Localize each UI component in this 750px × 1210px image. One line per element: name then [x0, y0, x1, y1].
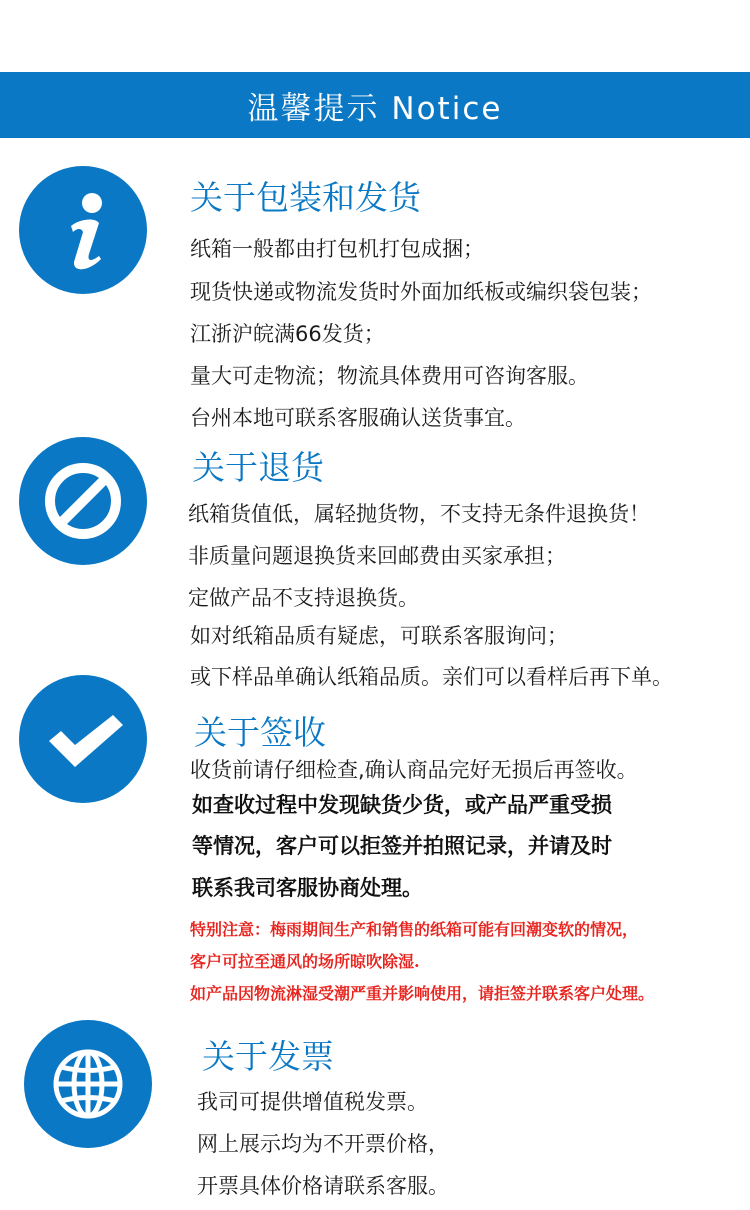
- returns-line-3: 定做产品不支持退换货。: [188, 586, 419, 610]
- receipt-line-2: 如查收过程中发现缺货少货，或产品严重受损: [192, 792, 612, 817]
- returns-line-4: 如对纸箱品质有疑虑，可联系客服询问；: [190, 624, 568, 648]
- section-heading-returns: 关于退货: [192, 448, 324, 487]
- warning-note-1: 特别注意：梅雨期间生产和销售的纸箱可能有回潮变软的情况，: [190, 920, 639, 939]
- prohibited-icon: [19, 437, 147, 565]
- checkmark-icon: [19, 675, 147, 803]
- receipt-line-3: 等情况，客户可以拒签并拍照记录，并请及时: [192, 833, 612, 858]
- info-icon: [19, 166, 147, 294]
- receipt-line-1: 收货前请仔细检查,确认商品完好无损后再签收。: [190, 758, 638, 782]
- banner-title: 温馨提示 Notice: [247, 90, 503, 127]
- invoice-line-2: 网上展示均为不开票价格，: [197, 1132, 449, 1156]
- shipping-line-3: 江浙沪皖满66发货；: [190, 322, 385, 346]
- section-heading-shipping: 关于包装和发货: [190, 178, 421, 217]
- shipping-line-2: 现货快递或物流发货时外面加纸板或编织袋包装；: [190, 280, 652, 304]
- returns-line-5: 或下样品单确认纸箱品质。亲们可以看样后再下单。: [190, 665, 673, 689]
- invoice-line-1: 我司可提供增值税发票。: [197, 1090, 428, 1114]
- shipping-line-4: 量大可走物流；物流具体费用可咨询客服。: [190, 364, 589, 388]
- globe-icon: [24, 1020, 152, 1148]
- warning-note-3: 如产品因物流淋湿受潮严重并影响使用，请拒签并联系客户处理。: [190, 984, 655, 1003]
- section-heading-receipt: 关于签收: [194, 713, 326, 752]
- shipping-line-1: 纸箱一般都由打包机打包成捆；: [190, 237, 484, 261]
- invoice-line-3: 开票具体价格请联系客服。: [197, 1174, 449, 1198]
- receipt-line-4: 联系我司客服协商处理。: [192, 875, 423, 900]
- notice-banner: [0, 72, 750, 138]
- returns-line-1: 纸箱货值低，属轻抛货物，不支持无条件退换货！: [188, 502, 650, 526]
- returns-line-2: 非质量问题退换货来回邮费由买家承担；: [188, 544, 566, 568]
- shipping-line-5: 台州本地可联系客服确认送货事宜。: [190, 406, 526, 430]
- section-heading-invoice: 关于发票: [202, 1037, 334, 1076]
- warning-note-2: 客户可拉至通风的场所晾吹除湿.: [190, 952, 420, 971]
